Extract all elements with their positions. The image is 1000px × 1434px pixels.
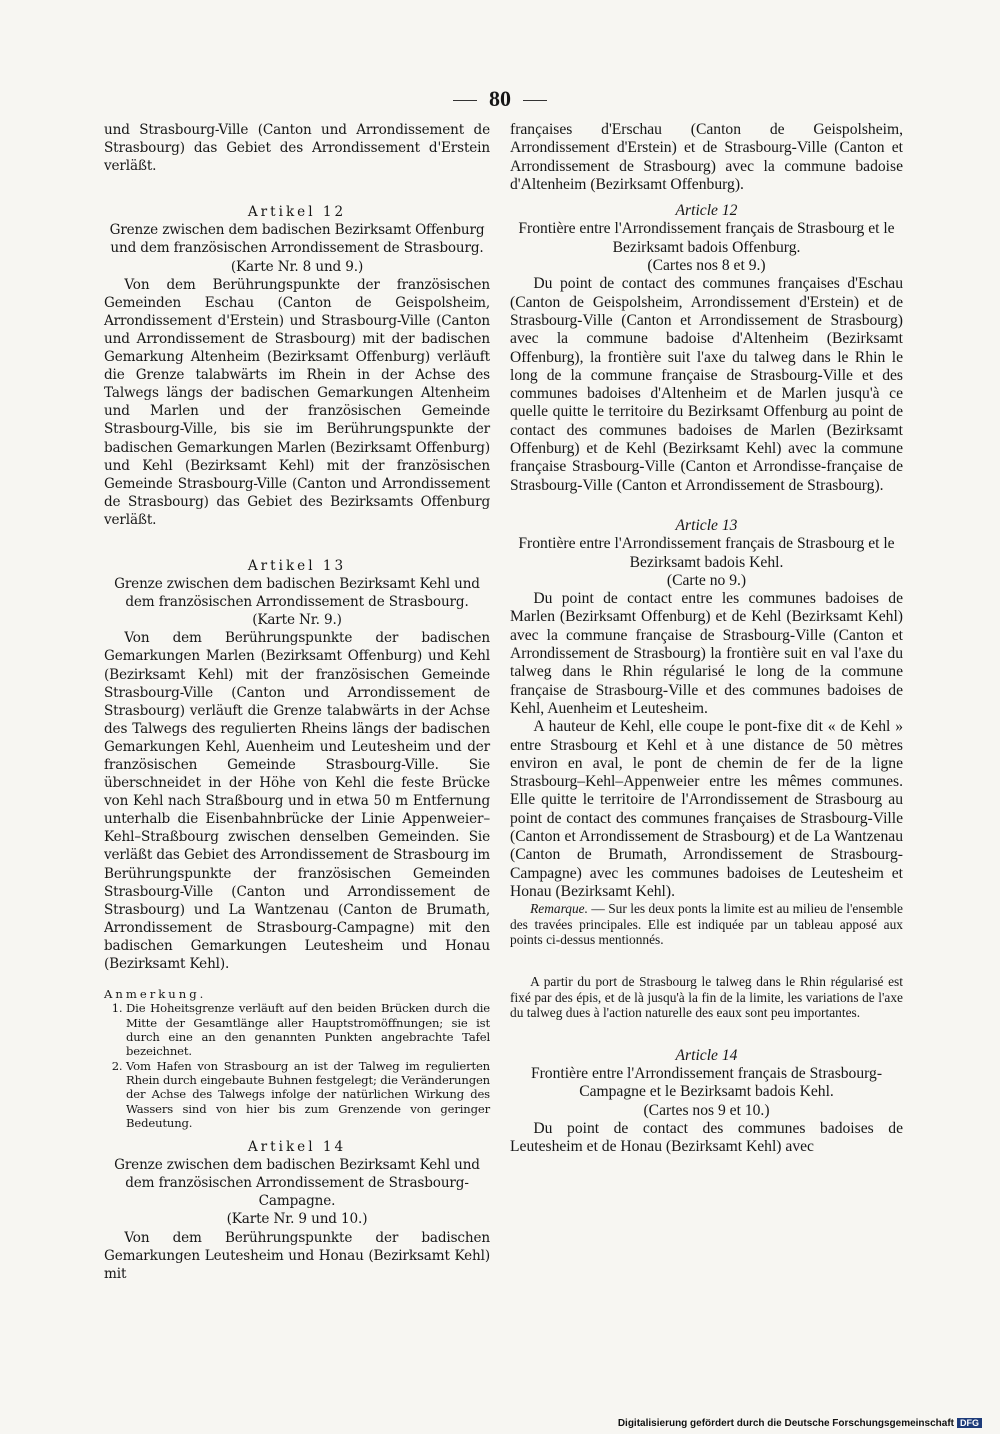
german-column: [104, 121, 490, 1283]
german-article-13-map: (Karte Nr. 9.): [252, 612, 342, 629]
french-article-14-title: Frontière entre l'Arrondissement français de Strasbourg-Campagne et le Bezirksamt badois Kehl.: [530, 1065, 883, 1101]
french-article-14-map: (Cartes nos 9 et 10.): [643, 1101, 770, 1119]
french-intro: françaises d'Erschau (Canton de Geispolsheim, Arrondissement d'Erstein) et de Strasbourg-Ville (Canton et Arrondissement de Strasbourg) avec la commune badoise d'Altenheim (Bezirksamt Offenburg).: [510, 121, 903, 193]
german-article-13-body: Von dem Berührungspunkte der badischen Gemarkungen Marlen (Bezirksamt Offenburg) und Kehl (Bezirksamt Kehl) mit der französischen Gemeinde Strasbourg-Ville (Canton und Arrondissement de Strasbourg) verläuft die Grenze talabwärts in der Achse des Talwegs des regulierten Rheins längs der badischen Gemarkungen Kehl, Auenheim und Leutesheim und der französischen Gemeinde Strasbourg-Ville. Sie überschneidet in der Höhe von Kehl die feste Brücke von Kehl nach Straßbourg und in etwa 50 m Entfernung unterhalb die Eisenbahnbrücke der Linie Appenweier–Kehl–Straßbourg zwischen denselben Gemeinden. Sie verläßt das Gebiet des Arrondissement de Strasbourg im Berührungspunkte der französischen Gemeinden Strasbourg-Ville (Canton und Arrondissement de Strasbourg) und La Wantzenau (Canton de Brumath, Arrondissement de Strasbourg-Campagne) mit den badischen Gemarkungen Leutesheim und Honau (Bezirksamt Kehl).: [104, 630, 490, 973]
french-article-14-heading: Article 14: [675, 1046, 738, 1064]
french-article-12-body: Du point de contact des communes françaises d'Eschau (Canton de Geispolsheim, Arrondissement d'Erstein) et de Strasbourg-Ville (Canton et Arrondissement de Strasbourg) avec la commune badoise d'Altenheim (Bezirksamt Offenburg), la frontière suit l'axe du talweg dans le Rhin le long de la commune française de Strasbourg-Ville et des communes badoises d'Altenheim et de Marlen jusqu'à ce quelle quitte le territoire du Bezirksamt Offenburg au point de contact des communes badoises de Marlen (Bezirksamt Offenburg) et de Kehl (Bezirksamt Kehl) avec la commune française Strasbourg-Ville (Canton et Arrondisse-française de Strasbourg-Ville (Canton et Arrondissement de Strasbourg).: [510, 275, 903, 494]
german-article-14-heading: Artikel 14: [247, 1139, 347, 1156]
french-article-12-title: Frontière entre l'Arrondissement français de Strasbourg et le Bezirksamt badois Offenburg.: [518, 220, 895, 256]
french-article-13-title: Frontière entre l'Arrondissement français de Strasbourg et le Bezirksamt badois Kehl.: [518, 535, 895, 571]
german-article-12-body: Von dem Berührungspunkte der französischen Gemeinden Eschau (Canton de Geispolsheim, Arrondissement d'Erstein) und Strasbourg-Ville (Canton und Arrondissement de Strasbourg) mit der badischen Gemarkung Altenheim (Bezirksamt Offenburg) verläuft die Grenze talabwärts im Rhein in der Achse des Talwegs längs der badischen Gemarkungen Altenheim und Marlen und der französischen Gemeinde Strasbourg-Ville, bis sie im Berührungspunkte der badischen Gemarkungen Marlen (Bezirksamt Offenburg) und Kehl (Bezirksamt Kehl) mit der französischen Gemeinde Strasbourg-Ville (Canton und Arrondissement de Strasbourg) das Gebiet des Bezirksamts Offenburg verläßt.: [104, 276, 490, 528]
german-note-item: 2. Vom Hafen von Strasbourg an ist der Talweg im regulierten Rhein durch eingebaute Buhnen festgelegt; die Veränderungen der Achse des Talwegs infolge der natürlichen Wirkung des Wassers sind von hier bis zum Grenzende von geringer Bedeutung.: [126, 1059, 490, 1130]
french-article-13-body-2: A hauteur de Kehl, elle coupe le pont-fixe dit « de Kehl » entre Strasbourg et Kehl et à une distance de 50 mètres environ en aval, le pont de chemin de fer de la ligne Strasbourg–Kehl–Appenweier entre les mêmes communes. Elle quitte le territoire de l'Arrondissement de Strasbourg au point de contact des communes françaises de Strasbourg-Ville (Canton et Arrondissement de Strasbourg) et de La Wantzenau (Canton de Brumath, Arrondissement de Strasbourg-Campagne) avec les communes badoises de Leutesheim et Honau (Bezirksamt Kehl).: [510, 718, 903, 900]
german-article-14-title: Grenze zwischen dem badischen Bezirksamt Kehl und dem französischen Arrondissement de Strasbourg-Campagne.: [114, 1157, 480, 1210]
german-note: [104, 987, 490, 1130]
french-column: [510, 121, 903, 1157]
german-article-13-title: Grenze zwischen dem badischen Bezirksamt Kehl und dem französischen Arrondissement de Strasbourg.: [114, 576, 480, 611]
german-note-heading: Anmerkung.: [104, 987, 207, 1002]
header-dash-right: [523, 100, 547, 101]
german-article-13-heading: Artikel 13: [247, 557, 347, 574]
digitization-footer: [618, 1418, 982, 1429]
french-remark: [510, 901, 903, 948]
german-article-14-map: (Karte Nr. 9 und 10.): [226, 1211, 368, 1228]
french-article-12-map: (Cartes nos 8 et 9.): [647, 257, 766, 275]
french-remark-text: — Sur les deux ponts la limite est au milieu de l'ensemble des travées principales. Elle est indiquée par un tableau apposé aux points ci-dessus mentionnés.: [510, 901, 903, 948]
french-note: A partir du port de Strasbourg le talweg dans le Rhin régularisé est fixé par des épis, et de là jusqu'à la fin de la limite, les variations de l'axe du talweg dues à l'action naturelle des eaux sont peu importantes.: [510, 973, 903, 1021]
german-article-14-body: Von dem Berührungspunkte der badischen Gemarkungen Leutesheim und Honau (Bezirksamt Kehl) mit: [104, 1229, 490, 1282]
french-article-12-heading: Article 12: [675, 202, 738, 220]
german-note-item: 1. Die Hoheitsgrenze verläuft auf den beiden Brücken durch die Mitte der Gesamtlänge aller Hauptstromöffnungen; sie ist durch eine an den genannten Punkten angebrachte Tafel bezeichnet.: [126, 1001, 490, 1058]
french-article-14-body: Du point de contact des communes badoises de Leutesheim et de Honau (Bezirksamt Kehl) avec: [510, 1119, 903, 1156]
german-article-12-map: (Karte Nr. 8 und 9.): [230, 258, 364, 275]
header-dash-left: [453, 100, 477, 101]
french-remark-label: Remarque.: [530, 901, 588, 917]
french-article-13-body-1: Du point de contact entre les communes badoises de Marlen (Bezirksamt Offenburg) et de Kehl (Bezirksamt Kehl) avec la commune française de Strasbourg-Ville (Canton et Arrondissement de Strasbourg) la frontière suit en val l'axe du talweg dans le Rhin régularisé le long de la commune française de Strasbourg-Ville et des communes badoises de Kehl, Auenheim et Leutesheim.: [510, 590, 903, 717]
footer-text: Digitalisierung gefördert durch die Deutsche Forschungsgemeinschaft: [617, 1418, 954, 1429]
french-article-13-heading: Article 13: [675, 516, 738, 534]
german-intro: und Strasbourg-Ville (Canton und Arrondissement de Strasbourg) das Gebiet des Arrondissement d'Erstein verläßt.: [104, 122, 490, 175]
page-header: [0, 86, 1000, 112]
french-article-13-map: (Carte no 9.): [666, 571, 747, 589]
german-note-list: [104, 1001, 490, 1130]
dfg-logo: DFG: [957, 1418, 982, 1428]
page-number: 80: [489, 86, 511, 111]
german-article-12-title: Grenze zwischen dem badischen Bezirksamt Offenburg und dem französischen Arrondissement de Strasbourg.: [109, 222, 485, 257]
german-article-12-heading: Artikel 12: [247, 204, 347, 221]
